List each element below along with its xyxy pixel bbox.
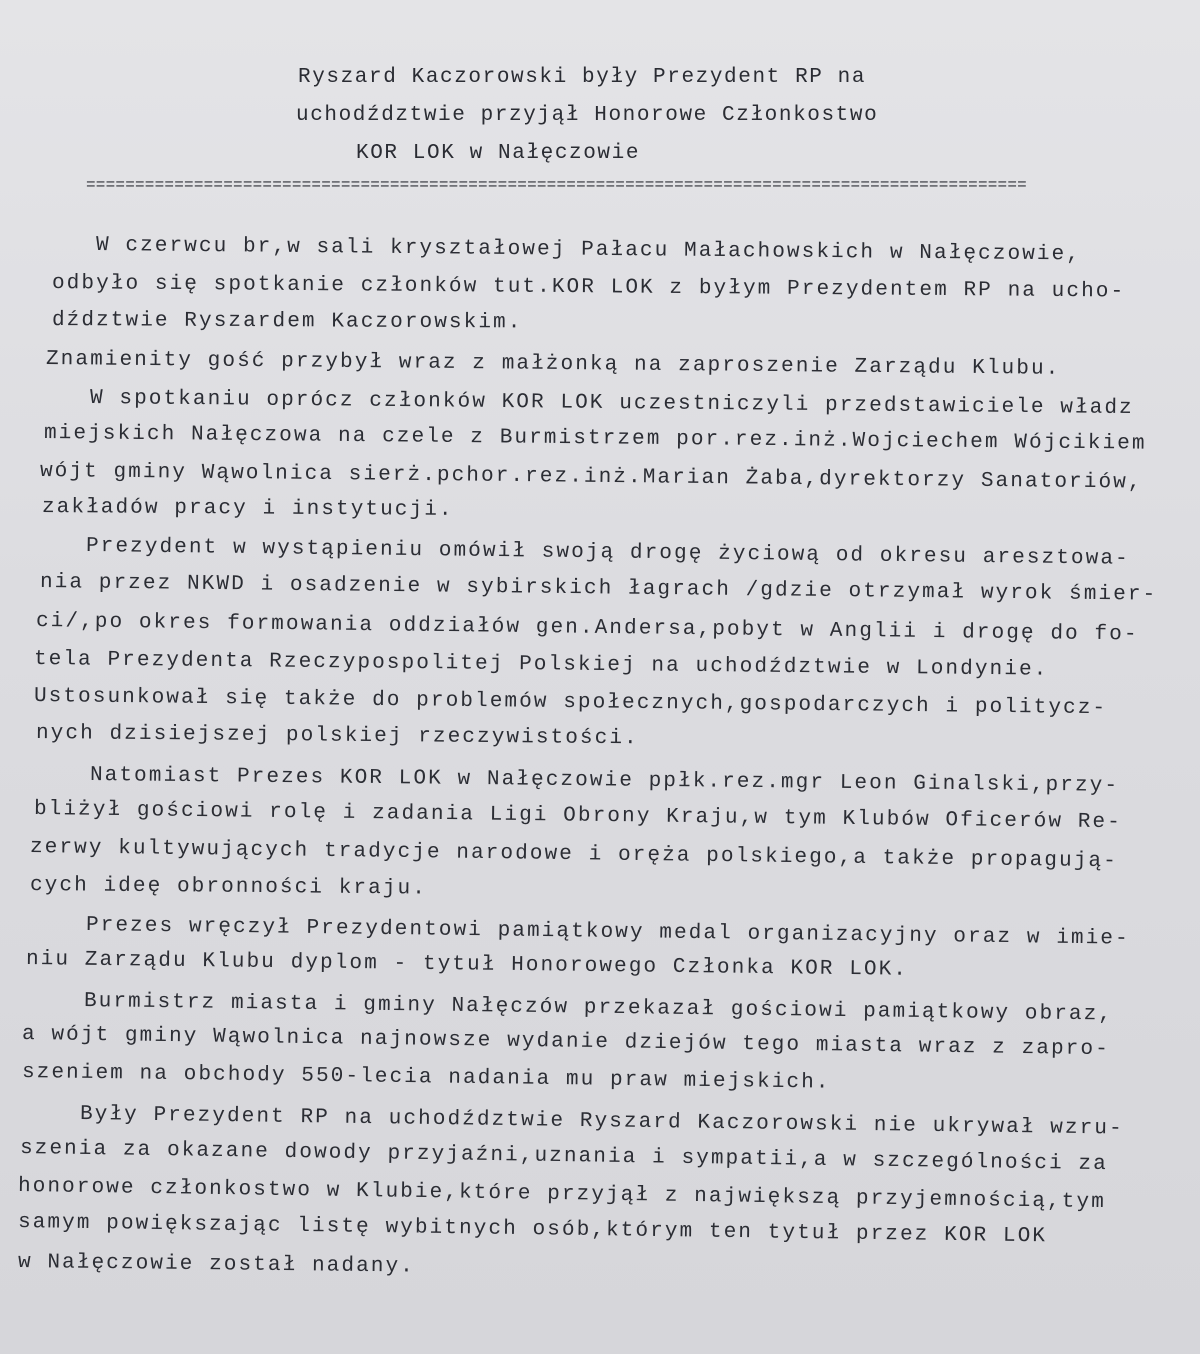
title-line-3: KOR LOK w Nałęczowie <box>356 142 641 165</box>
body-line: tela Prezydenta Rzeczypospolitej Polskiej na uchodźdztwie w Londynie. <box>33 648 1049 682</box>
body-line: W spotkaniu oprócz członków KOR LOK uczestniczyli przedstawiciele władz <box>89 387 1134 421</box>
body-line: w Nałęczowie został nadany. <box>17 1251 416 1279</box>
body-line: Burmistrz miasta i gminy Nałęczów przekazał gościowi pamiątkowy obraz, <box>83 990 1114 1027</box>
body-line: Znamienity gość przybył wraz z małżonką na zaproszenie Zarządu Klubu. <box>45 348 1061 381</box>
body-line: bliżył gościowi rolę i zadania Ligi Obrony Kraju,w tym Klubów Oficerów Re- <box>33 798 1123 835</box>
body-line: szenia za okazane dowody przyjaźni,uznania i sympatii,a w szczególności za <box>19 1137 1109 1177</box>
body-line: Prezydent w wystąpieniu omówił swoją drogę życiową od okresu aresztowa- <box>85 535 1130 571</box>
body-line: wójt gminy Wąwolnica sierż.pchor.rez.inż.Marian Żaba,dyrektorzy Sanatoriów, <box>39 460 1143 495</box>
body-line: W czerwcu br,w sali kryształowej Pałacu Małachowskich w Nałęczowie, <box>95 234 1082 267</box>
title-line-2: uchodźdztwie przyjął Honorowe Członkostwo <box>296 104 879 127</box>
body-line: nych dzisiejszej polskiej rzeczywistości. <box>35 722 639 751</box>
body-line: zerwy kultywujących tradycje narodowe i oręża polskiego,a także propagują- <box>29 836 1119 874</box>
body-line: nia przez NKWD i osadzenie w sybirskich łagrach /gdzie otrzymał wyrok śmier- <box>39 571 1158 607</box>
body-line: Prezes wręczył Prezydentowi pamiątkowy medal organizacyjny oraz w imie- <box>85 914 1130 951</box>
body-line: samym powiększając listę wybitnych osób,którym ten tytuł przez KOR LOK <box>17 1211 1048 1249</box>
body-line: niu Zarządu Klubu dyplom - tytuł Honorowego Członka KOR LOK. <box>25 948 909 982</box>
title-line-1: Ryszard Kaczorowski były Prezydent RP na <box>298 66 867 89</box>
body-line: odbyło się spotkanie członków tut.KOR LOK z byłym Prezydentem RP na ucho- <box>51 272 1126 304</box>
body-line: Ustosunkował się także do problemów społecznych,gospodarczych i politycz- <box>33 685 1108 721</box>
body-line: dźdztwie Ryszardem Kaczorowskim. <box>51 309 523 335</box>
body-line: miejskich Nałęczowa na czele z Burmistrzem por.rez.inż.Wojciechem Wójcikiem <box>43 422 1147 456</box>
body-line: zakładów pracy i instytucji. <box>41 496 454 522</box>
body-line: a wójt gminy Wąwolnica najnowsze wydanie dziejów tego miasta wraz z zapro- <box>21 1023 1111 1062</box>
body-line: Były Prezydent RP na uchodźdztwie Ryszard Kaczorowski nie ukrywał wzru- <box>79 1103 1124 1141</box>
body-line: cych ideę obronności kraju. <box>29 874 428 901</box>
body-line: honorowe członkostwo w Klubie,które przyjął z największą przyjemnością,tym <box>17 1175 1107 1215</box>
body-line: Natomiast Prezes KOR LOK w Nałęczowie ppłk.rez.mgr Leon Ginalski,przy- <box>89 764 1120 798</box>
body-line: ci/,po okres formowania oddziałów gen.Andersa,pobyt w Anglii i drogę do fo- <box>35 610 1139 647</box>
title-underline-rule: ================================================================================================ <box>86 176 1027 194</box>
body-line: szeniem na obchody 550-lecia nadania mu praw miejskich. <box>21 1061 831 1095</box>
